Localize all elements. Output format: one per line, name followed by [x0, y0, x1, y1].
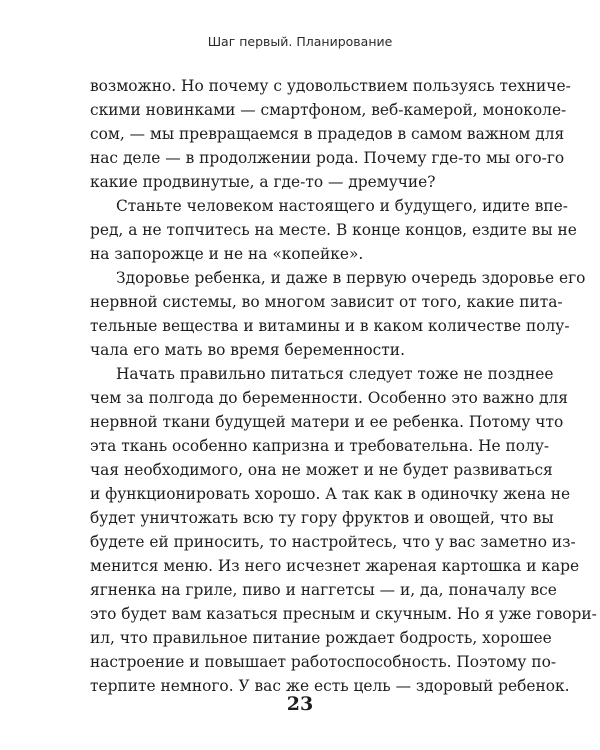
- text-line: это будет вам казаться пресным и скучным. Но я уже говори-: [90, 605, 597, 623]
- text-line: чала его мать во время беременности.: [90, 341, 405, 359]
- text-line: чая необходимого, она не может и не будет развиваться: [90, 461, 553, 479]
- text-line: скими новинками — смартфоном, веб-камерой, моноколе-: [90, 101, 567, 119]
- text-line: сом, — мы превращаемся в прадедов в самом важном для: [90, 125, 565, 143]
- text-line: на запорожце и не на «копейке».: [90, 245, 364, 263]
- text-line: ред, а не топчитесь на месте. В конце концов, ездите вы не: [90, 221, 577, 239]
- text-line: настроение и повышает работоспособность. Поэтому по-: [90, 653, 557, 671]
- text-line: терпите немного. У вас же есть цель — здоровый ребенок.: [90, 677, 570, 695]
- page-number: 23: [286, 693, 314, 715]
- text-line: будет уничтожать всю ту гору фруктов и овощей, что вы: [90, 509, 554, 527]
- body-text: [90, 74, 597, 698]
- text-line: ил, что правильное питание рождает бодрость, хорошее: [90, 629, 552, 647]
- running-header: Шаг первый. Планирование: [207, 34, 393, 49]
- text-line: Здоровье ребенка, и даже в первую очередь здоровье его: [116, 269, 586, 287]
- text-line: эта ткань особенно капризна и требовательна. Не полу-: [90, 437, 550, 455]
- text-line: нервной ткани будущей матери и ее ребенка. Потому что: [90, 413, 564, 431]
- text-line: будете ей приносить, то настройтесь, что у вас заметно из-: [90, 533, 576, 551]
- text-line: и функционировать хорошо. А так как в одиночку жена не: [90, 485, 571, 503]
- text-line: чем за полгода до беременности. Особенно это важно для: [90, 389, 569, 407]
- text-line: менится меню. Из него исчезнет жареная картошка и каре: [90, 557, 580, 575]
- text-line: нервной системы, во многом зависит от того, какие пита-: [90, 293, 563, 311]
- text-line: Начать правильно питаться следует тоже не позднее: [116, 365, 554, 383]
- text-line: Станьте человеком настоящего и будущего, идите впе-: [116, 197, 568, 215]
- text-line: ягненка на гриле, пиво и наггетсы — и, да, поначалу все: [90, 581, 557, 599]
- text-line: возможно. Но почему с удовольствием пользуясь техниче-: [90, 77, 571, 95]
- text-line: какие продвинутые, а где-то — дремучие?: [90, 173, 436, 191]
- text-line: тельные вещества и витамины и в каком количестве полу-: [90, 317, 570, 335]
- text-line: нас деле — в продолжении рода. Почему где-то мы ого-го: [90, 149, 565, 167]
